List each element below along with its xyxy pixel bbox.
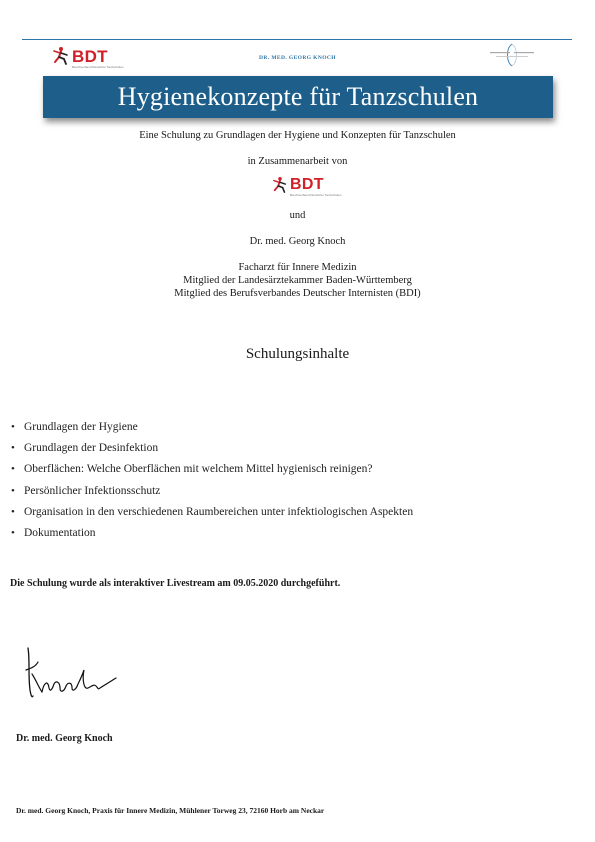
header-doctor-name: DR. MED. GEORG KNOCH — [259, 55, 336, 61]
doctor-name: Dr. med. Georg Knoch — [249, 236, 346, 247]
credential-line: Mitglied des Berufsverbandes Deutscher Internisten (BDI) — [174, 288, 421, 299]
list-item: • Dokumentation — [10, 527, 413, 548]
subtitle: Eine Schulung zu Grundlagen der Hygiene und Konzepten für Tanzschulen — [139, 130, 456, 141]
practice-logo-icon — [488, 42, 536, 68]
section-heading: Schulungsinhalte — [245, 346, 350, 362]
title-banner — [43, 76, 553, 118]
credential-line: Facharzt für Innere Medizin — [238, 262, 357, 273]
page-title: Hygienekonzepte für Tanzschulen — [117, 82, 479, 111]
bdt-logo-center — [272, 176, 342, 197]
cooperation-line: in Zusammenarbeit von — [247, 156, 348, 167]
bdt-logo-tagline: Berufsverband Deutscher Tanzschulen — [290, 193, 342, 197]
signature-image — [18, 640, 128, 710]
topics-list — [10, 421, 413, 548]
footer-address: Dr. med. Georg Knoch, Praxis für Innere Medizin, Mühlener Torweg 23, 72160 Horb am Neckar — [16, 806, 325, 815]
list-item: • Grundlagen der Hygiene — [10, 421, 413, 442]
list-item: • Organisation in den verschiedenen Raumbereichen unter infektiologischen Aspekten — [10, 506, 413, 527]
list-item: • Persönlicher Infektionsschutz — [10, 485, 413, 506]
list-item: • Oberflächen: Welche Oberflächen mit welchem Mittel hygienisch reinigen? — [10, 463, 413, 484]
livestream-note: Die Schulung wurde als interaktiver Livestream am 09.05.2020 durchgeführt. — [10, 578, 341, 589]
bdt-logo-text: BDT — [290, 176, 324, 193]
bdt-logo-text: BDT — [72, 46, 108, 66]
signer-name: Dr. med. Georg Knoch — [16, 733, 113, 744]
bdt-logo-tagline: Berufsverband Deutscher Tanzschulen — [72, 65, 124, 69]
connector-und: und — [289, 210, 306, 221]
header-rule — [22, 39, 572, 40]
credential-line: Mitglied der Landesärztekammer Baden-Württemberg — [183, 275, 412, 286]
dancer-logo-icon — [272, 176, 288, 194]
list-item: • Grundlagen der Desinfektion — [10, 442, 413, 463]
